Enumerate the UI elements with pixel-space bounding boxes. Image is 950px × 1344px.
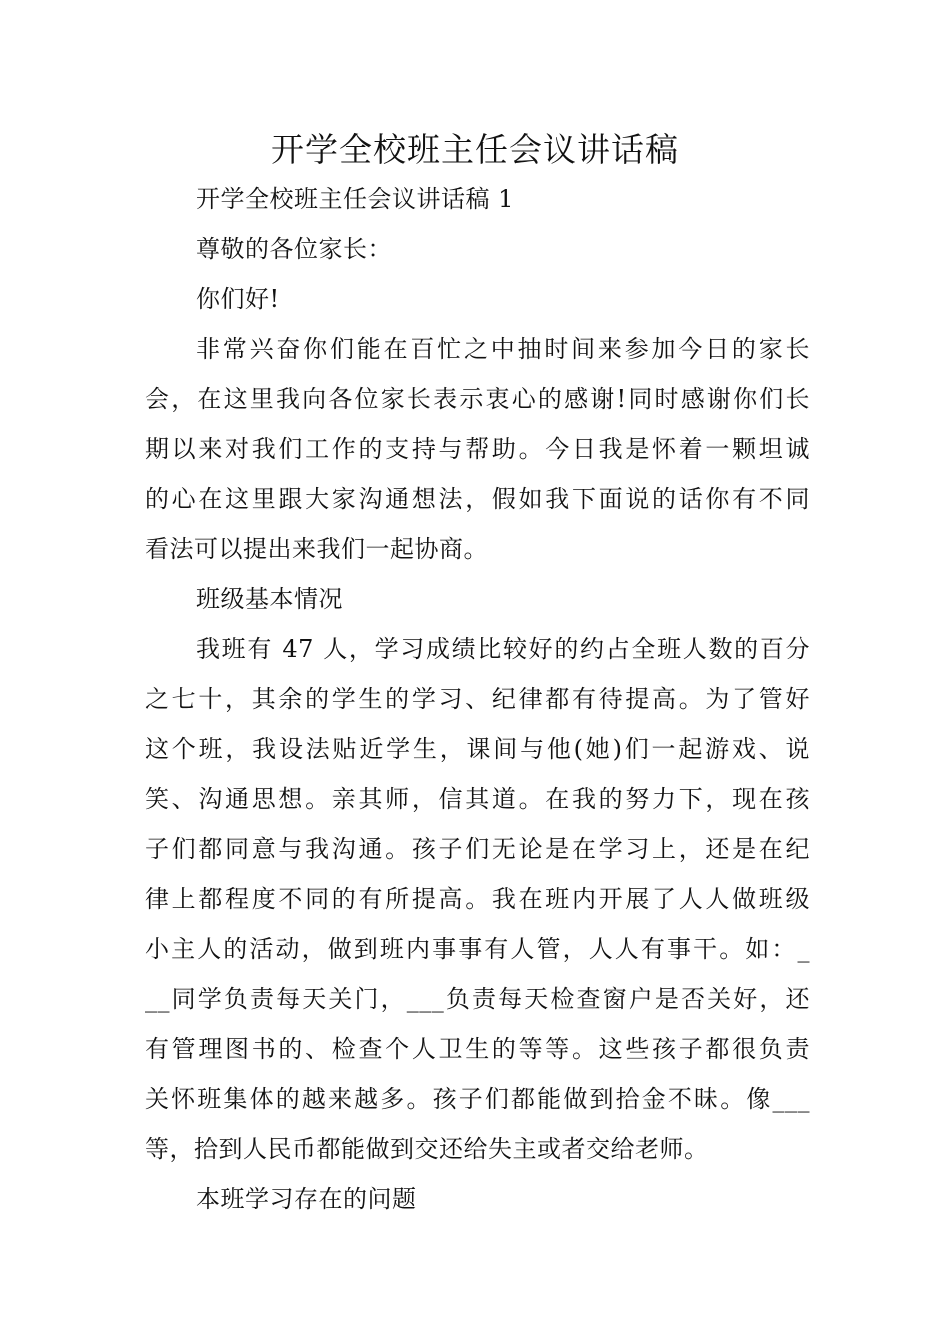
paragraph-2-line: 有管理图书的、检查个人卫生的等等。这些孩子都很负责 (145, 1035, 810, 1063)
heading-1: 开学全校班主任会议讲话稿 1 (196, 185, 514, 213)
section-heading-class-overview: 班级基本情况 (196, 585, 343, 613)
paragraph-1-line: 非常兴奋你们能在百忙之中抽时间来参加今日的家长 (196, 335, 810, 363)
paragraph-2-line: 等，拾到人民币都能做到交还给失主或者交给老师。 (145, 1135, 709, 1163)
document-title: 开学全校班主任会议讲话稿 (271, 130, 679, 169)
paragraph-1-line: 的心在这里跟大家沟通想法，假如我下面说的话你有不同 (145, 485, 810, 513)
paragraph-2-line: 律上都程度不同的有所提高。我在班内开展了人人做班级 (145, 885, 810, 913)
paragraph-2-line: 小主人的活动，做到班内事事有人管，人人有事干。如：_ (145, 935, 810, 963)
paragraph-2-line: 关怀班集体的越来越多。孩子们都能做到拾金不昧。像___ (145, 1085, 810, 1113)
paragraph-2-line: 我班有 47 人，学习成绩比较好的约占全班人数的百分 (196, 635, 810, 663)
paragraph-1-line: 看法可以提出来我们一起协商。 (145, 535, 488, 563)
paragraph-1-line: 期以来对我们工作的支持与帮助。今日我是怀着一颗坦诚 (145, 435, 810, 463)
paragraph-1-line: 会，在这里我向各位家长表示衷心的感谢!同时感谢你们长 (145, 385, 810, 413)
paragraph-2-line: 子们都同意与我沟通。孩子们无论是在学习上，还是在纪 (145, 835, 810, 863)
greeting: 你们好! (196, 285, 280, 313)
salutation: 尊敬的各位家长： (196, 235, 392, 263)
paragraph-2-line: 笑、沟通思想。亲其师，信其道。在我的努力下，现在孩 (145, 785, 810, 813)
paragraph-2-line: 之七十，其余的学生的学习、纪律都有待提高。为了管好 (145, 685, 810, 713)
section-heading-learning-issues: 本班学习存在的问题 (196, 1185, 417, 1213)
paragraph-2-line: 这个班，我设法贴近学生，课间与他(她)们一起游戏、说 (145, 735, 810, 763)
paragraph-2-line: __同学负责每天关门，___负责每天检查窗户是否关好，还 (145, 985, 810, 1013)
